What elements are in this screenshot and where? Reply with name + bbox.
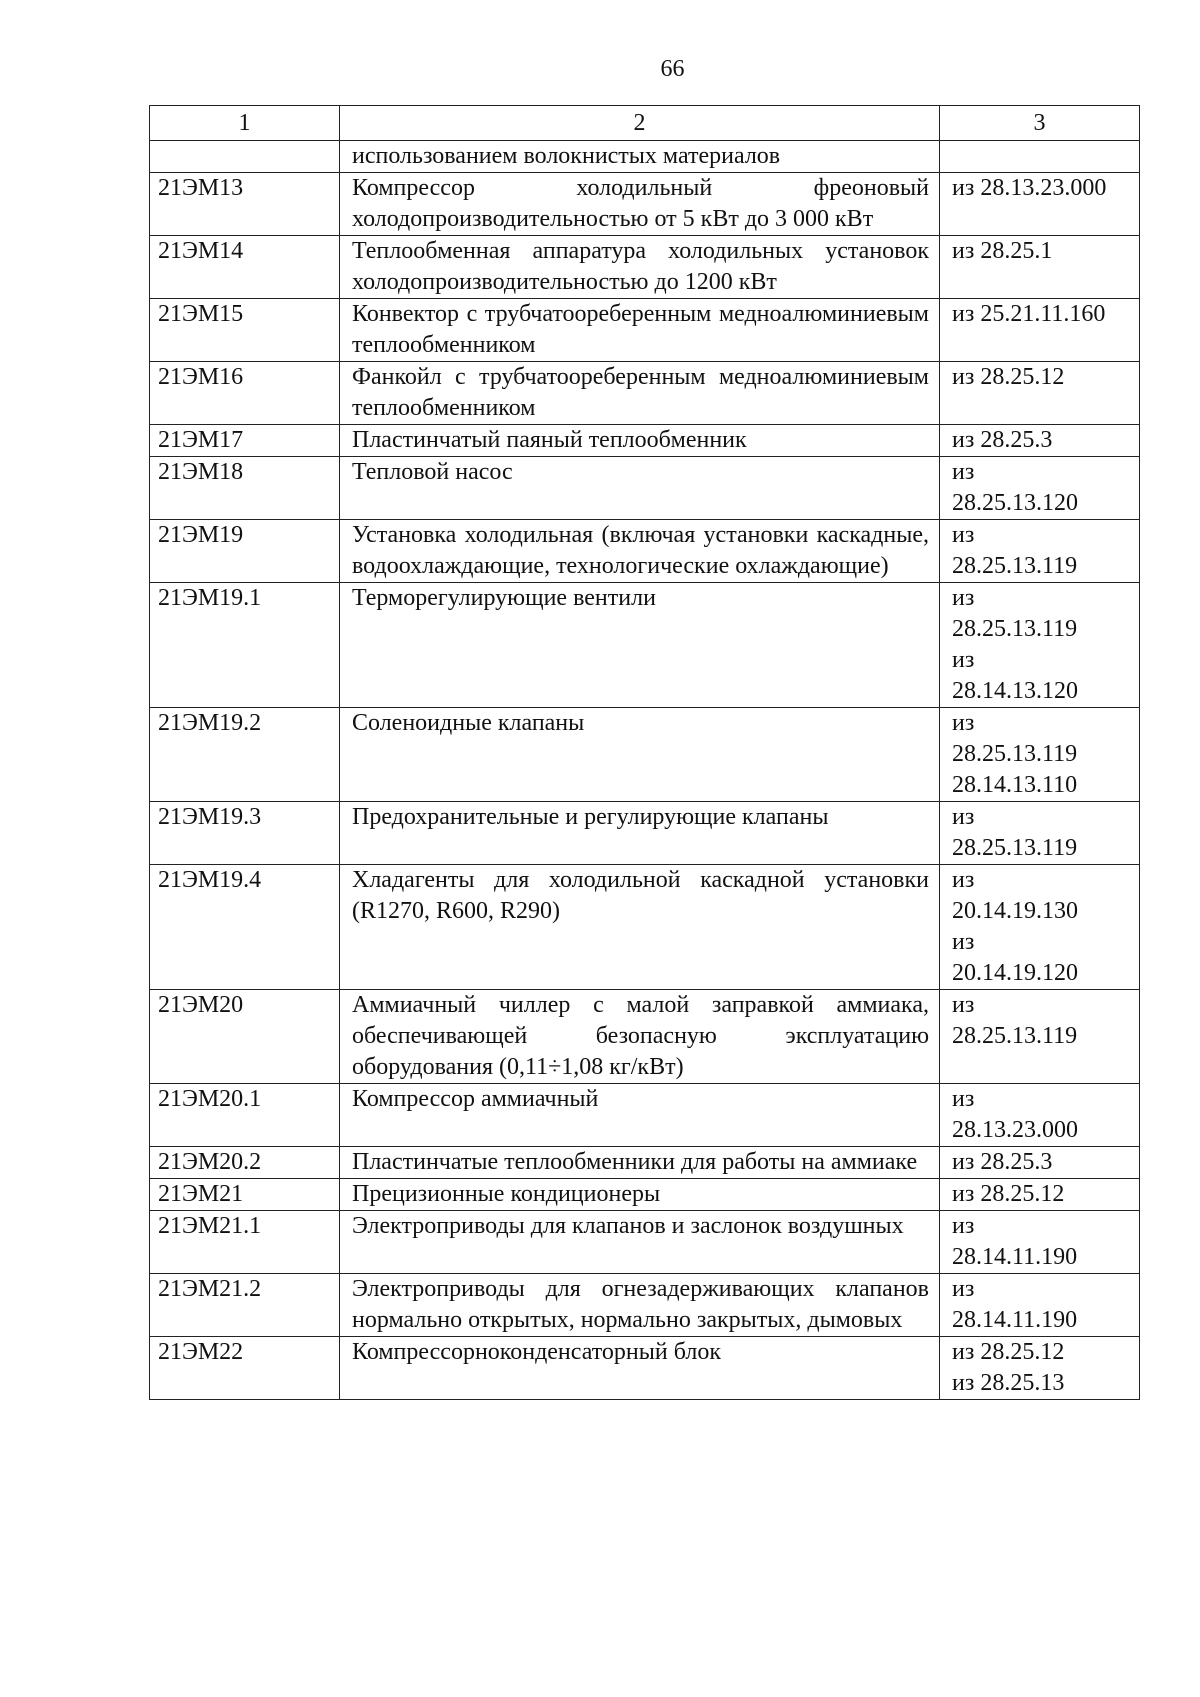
okpd-line: 28.25.13.120 bbox=[952, 490, 1078, 516]
okpd-line: из 28.25.1 bbox=[952, 238, 1053, 264]
okpd-line: из bbox=[952, 1276, 975, 1302]
row-okpd-code bbox=[940, 583, 1140, 708]
column-header-2: 2 bbox=[340, 106, 940, 141]
table-row bbox=[150, 1084, 1140, 1147]
table-row bbox=[150, 1211, 1140, 1274]
row-description: Компрессор аммиачный bbox=[340, 1084, 940, 1147]
row-code bbox=[150, 141, 340, 173]
table-row bbox=[150, 583, 1140, 708]
table-row bbox=[150, 1179, 1140, 1211]
row-okpd-code bbox=[940, 173, 1140, 236]
row-description: Терморегулирующие вентили bbox=[340, 583, 940, 708]
row-code: 21ЭМ22 bbox=[150, 1337, 340, 1400]
row-code: 21ЭМ19.2 bbox=[150, 708, 340, 802]
row-description: Фанкойл с трубчатоореберенным медноалюминиевым теплообменником bbox=[340, 362, 940, 425]
row-code: 21ЭМ21 bbox=[150, 1179, 340, 1211]
row-description: Теплообменная аппаратура холодильных установок холодопроизводительностью до 1200 кВт bbox=[340, 236, 940, 299]
okpd-line: 28.25.13.119 bbox=[952, 835, 1078, 861]
row-okpd-code bbox=[940, 1084, 1140, 1147]
okpd-line: из bbox=[952, 867, 975, 893]
table-row bbox=[150, 173, 1140, 236]
okpd-line: из bbox=[952, 459, 975, 485]
okpd-line: из 28.25.3 bbox=[952, 427, 1053, 453]
table-row bbox=[150, 1337, 1140, 1400]
row-code: 21ЭМ19.4 bbox=[150, 865, 340, 990]
row-description: Компрессорноконденсаторный блок bbox=[340, 1337, 940, 1400]
column-header-1: 1 bbox=[150, 106, 340, 141]
row-okpd-code bbox=[940, 802, 1140, 865]
row-description: Аммиачный чиллер с малой заправкой аммиака, обеспечивающей безопасную эксплуатацию оборудования (0,11÷1,08 кг/кВт) bbox=[340, 990, 940, 1084]
okpd-line: 28.14.11.190 bbox=[952, 1307, 1078, 1333]
row-description: Соленоидные клапаны bbox=[340, 708, 940, 802]
okpd-line: из bbox=[952, 929, 975, 955]
row-code: 21ЭМ19 bbox=[150, 520, 340, 583]
okpd-line: 28.25.13.119 bbox=[952, 616, 1078, 642]
okpd-line: 28.14.11.190 bbox=[952, 1244, 1078, 1270]
row-okpd-code bbox=[940, 425, 1140, 457]
table-row bbox=[150, 299, 1140, 362]
okpd-line: 28.25.13.119 bbox=[952, 553, 1078, 579]
row-okpd-code bbox=[940, 708, 1140, 802]
row-okpd-code bbox=[940, 362, 1140, 425]
table-row bbox=[150, 865, 1140, 990]
row-code: 21ЭМ14 bbox=[150, 236, 340, 299]
okpd-line: из bbox=[952, 1213, 975, 1239]
row-code: 21ЭМ20.2 bbox=[150, 1147, 340, 1179]
okpd-line: 28.14.13.110 bbox=[952, 772, 1078, 798]
row-code: 21ЭМ21.1 bbox=[150, 1211, 340, 1274]
table-row bbox=[150, 425, 1140, 457]
row-code: 21ЭМ19.3 bbox=[150, 802, 340, 865]
table-row bbox=[150, 362, 1140, 425]
row-okpd-code bbox=[940, 990, 1140, 1084]
table-row bbox=[150, 802, 1140, 865]
row-description: Предохранительные и регулирующие клапаны bbox=[340, 802, 940, 865]
table-row bbox=[150, 1274, 1140, 1337]
row-description: Прецизионные кондиционеры bbox=[340, 1179, 940, 1211]
row-description: Электроприводы для клапанов и заслонок воздушных bbox=[340, 1211, 940, 1274]
row-code: 21ЭМ17 bbox=[150, 425, 340, 457]
column-header-3: 3 bbox=[940, 106, 1140, 141]
table-row bbox=[150, 1147, 1140, 1179]
row-okpd-code bbox=[940, 1147, 1140, 1179]
table-row bbox=[150, 708, 1140, 802]
table-row bbox=[150, 990, 1140, 1084]
okpd-line: из 25.21.11.160 bbox=[952, 301, 1106, 327]
row-description: Компрессор холодильный фреоновый холодопроизводительностью от 5 кВт до 3 000 кВт bbox=[340, 173, 940, 236]
row-okpd-code bbox=[940, 141, 1140, 173]
okpd-line: из bbox=[952, 710, 975, 736]
row-okpd-code bbox=[940, 457, 1140, 520]
okpd-line: из 28.13.23.000 bbox=[952, 175, 1107, 201]
okpd-line: из 28.25.13 bbox=[952, 1370, 1065, 1396]
row-description: Пластинчатый паяный теплообменник bbox=[340, 425, 940, 457]
row-okpd-code bbox=[940, 865, 1140, 990]
okpd-line: 28.25.13.119 bbox=[952, 1023, 1078, 1049]
table-row bbox=[150, 457, 1140, 520]
okpd-line: из bbox=[952, 1086, 975, 1112]
okpd-line: из 28.25.12 bbox=[952, 1181, 1065, 1207]
okpd-line: 28.13.23.000 bbox=[952, 1117, 1078, 1143]
row-okpd-code bbox=[940, 299, 1140, 362]
row-code: 21ЭМ20 bbox=[150, 990, 340, 1084]
row-description: Пластинчатые теплообменники для работы на аммиаке bbox=[340, 1147, 940, 1179]
row-code: 21ЭМ19.1 bbox=[150, 583, 340, 708]
okpd-line: из 28.25.12 bbox=[952, 1339, 1065, 1365]
row-description: Тепловой насос bbox=[340, 457, 940, 520]
table-row bbox=[150, 141, 1140, 173]
okpd-line: 28.25.13.119 bbox=[952, 741, 1078, 767]
row-code: 21ЭМ16 bbox=[150, 362, 340, 425]
row-code: 21ЭМ20.1 bbox=[150, 1084, 340, 1147]
okpd-line: из bbox=[952, 992, 975, 1018]
row-code: 21ЭМ15 bbox=[150, 299, 340, 362]
okpd-line: из 28.25.12 bbox=[952, 364, 1065, 390]
row-okpd-code bbox=[940, 236, 1140, 299]
row-description: Электроприводы для огнезадерживающих клапанов нормально открытых, нормально закрытых, дымовых bbox=[340, 1274, 940, 1337]
row-code: 21ЭМ13 bbox=[150, 173, 340, 236]
row-okpd-code bbox=[940, 1211, 1140, 1274]
okpd-line: из bbox=[952, 522, 975, 548]
equipment-table bbox=[149, 105, 1140, 1400]
okpd-line: из bbox=[952, 585, 975, 611]
row-okpd-code bbox=[940, 1274, 1140, 1337]
okpd-line: из bbox=[952, 647, 975, 673]
okpd-line: 20.14.19.120 bbox=[952, 960, 1078, 986]
row-description: Хладагенты для холодильной каскадной установки (R1270, R600, R290) bbox=[340, 865, 940, 990]
row-okpd-code bbox=[940, 520, 1140, 583]
okpd-line: из bbox=[952, 804, 975, 830]
row-okpd-code bbox=[940, 1179, 1140, 1211]
row-description: Установка холодильная (включая установки каскадные, водоохлаждающие, технологические охлаждающие) bbox=[340, 520, 940, 583]
row-code: 21ЭМ21.2 bbox=[150, 1274, 340, 1337]
row-okpd-code bbox=[940, 1337, 1140, 1400]
okpd-line: 28.14.13.120 bbox=[952, 678, 1078, 704]
okpd-line: 20.14.19.130 bbox=[952, 898, 1078, 924]
row-code: 21ЭМ18 bbox=[150, 457, 340, 520]
table-header-row bbox=[150, 106, 1140, 141]
row-description: использованием волокнистых материалов bbox=[340, 141, 940, 173]
table-row bbox=[150, 236, 1140, 299]
table-row bbox=[150, 520, 1140, 583]
page-number: 66 bbox=[660, 56, 685, 82]
okpd-line: из 28.25.3 bbox=[952, 1149, 1053, 1175]
row-description: Конвектор с трубчатоореберенным медноалюминиевым теплообменником bbox=[340, 299, 940, 362]
